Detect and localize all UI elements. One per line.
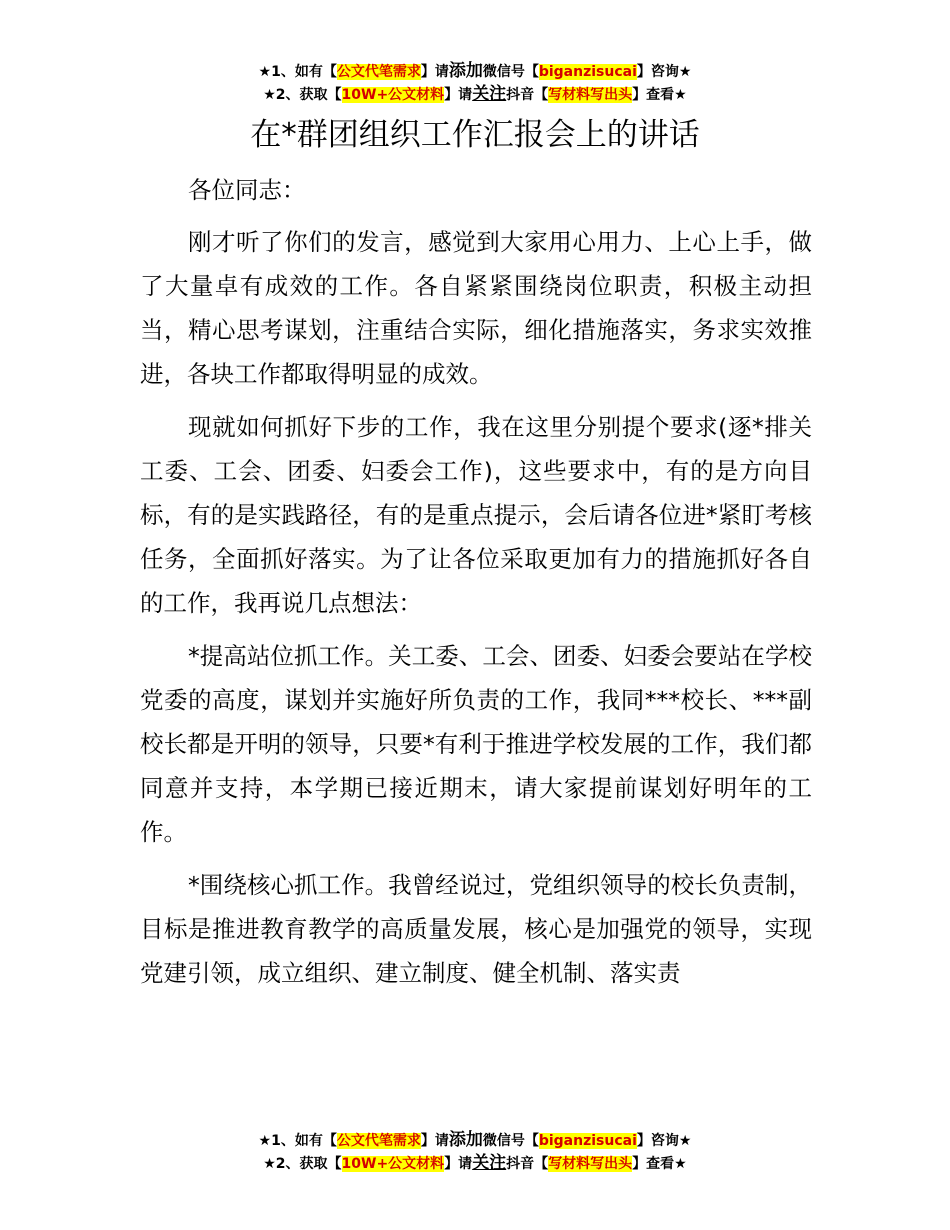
promo-text: 抖音【 (506, 1156, 549, 1172)
promo-line-2 (0, 1152, 950, 1175)
promo-highlight: biganzisucai (538, 64, 637, 80)
promo-text: 抖音【 (506, 87, 549, 103)
promo-highlight: 公文代笔需求 (336, 1133, 421, 1149)
promo-text: 微信号【 (482, 64, 539, 80)
salutation: 各位同志： (188, 176, 306, 204)
promo-line-1 (0, 60, 950, 83)
promo-highlight: biganzisucai (538, 1133, 637, 1149)
promo-highlight: 10W+公文材料 (341, 1156, 445, 1172)
promo-emphasis: 添加 (448, 1130, 483, 1150)
promo-text: 】查看★ (632, 1156, 687, 1172)
promo-line-2 (0, 83, 950, 106)
promo-text: 】查看★ (632, 87, 687, 103)
body-paragraph: *围绕核心抓工作。我曾经说过，党组织领导的校长负责制，目标是推进教育教学的高质量发展，核心是加强党的领导，实现党建引领，成立组织、建立制度、健全机制、落实责 (140, 871, 812, 987)
promo-text: 】请 (420, 64, 449, 80)
document-title: 在*群团组织工作汇报会上的讲话 (250, 117, 700, 153)
promo-highlight: 写材料写出头 (548, 1156, 633, 1172)
promo-highlight: 写材料写出头 (548, 87, 633, 103)
promo-text: 】咨询★ (636, 1133, 692, 1149)
promo-emphasis: 添加 (448, 61, 483, 81)
promo-text: 】请 (444, 87, 473, 103)
body-paragraph: 刚才听了你们的发言，感觉到大家用心用力、上心上手，做了大量卓有成效的工作。各自紧紧围绕岗位职责，积极主动担当，精心思考谋划，注重结合实际，细化措施落实，务求实效推进，各块工作都取得明显的成效。 (140, 228, 812, 388)
footer-promo-banner (0, 1129, 950, 1175)
promo-text: 】请 (444, 1156, 473, 1172)
promo-text: ★1、如有【 (258, 1133, 337, 1149)
promo-text: ★2、获取【 (263, 1156, 342, 1172)
promo-highlight: 10W+公文材料 (341, 87, 445, 103)
promo-text: ★2、获取【 (263, 87, 342, 103)
document-body (140, 168, 812, 1004)
promo-text: ★1、如有【 (258, 64, 337, 80)
promo-emphasis: 关注 (472, 84, 507, 104)
header-promo-banner (0, 60, 950, 106)
body-paragraph: *提高站位抓工作。关工委、工会、团委、妇委会要站在学校党委的高度，谋划并实施好所负责的工作，我同***校长、***副校长都是开明的领导，只要*有利于推进学校发展的工作，我们都同意并支持，本学期已接近期末，请大家提前谋划好明年的工作。 (140, 642, 812, 846)
promo-line-1 (0, 1129, 950, 1152)
promo-text: 】请 (420, 1133, 449, 1149)
promo-text: 微信号【 (482, 1133, 539, 1149)
promo-emphasis: 关注 (472, 1153, 507, 1173)
promo-text: 】咨询★ (636, 64, 692, 80)
body-paragraph: 现就如何抓好下步的工作，我在这里分别提个要求(逐*排关工委、工会、团委、妇委会工作)，这些要求中，有的是方向目标，有的是实践路径，有的是重点提示，会后请各位进*紧盯考核任务，全面抓好落实。为了让各位采取更加有力的措施抓好各自的工作，我再说几点想法： (140, 413, 812, 617)
promo-highlight: 公文代笔需求 (336, 64, 421, 80)
